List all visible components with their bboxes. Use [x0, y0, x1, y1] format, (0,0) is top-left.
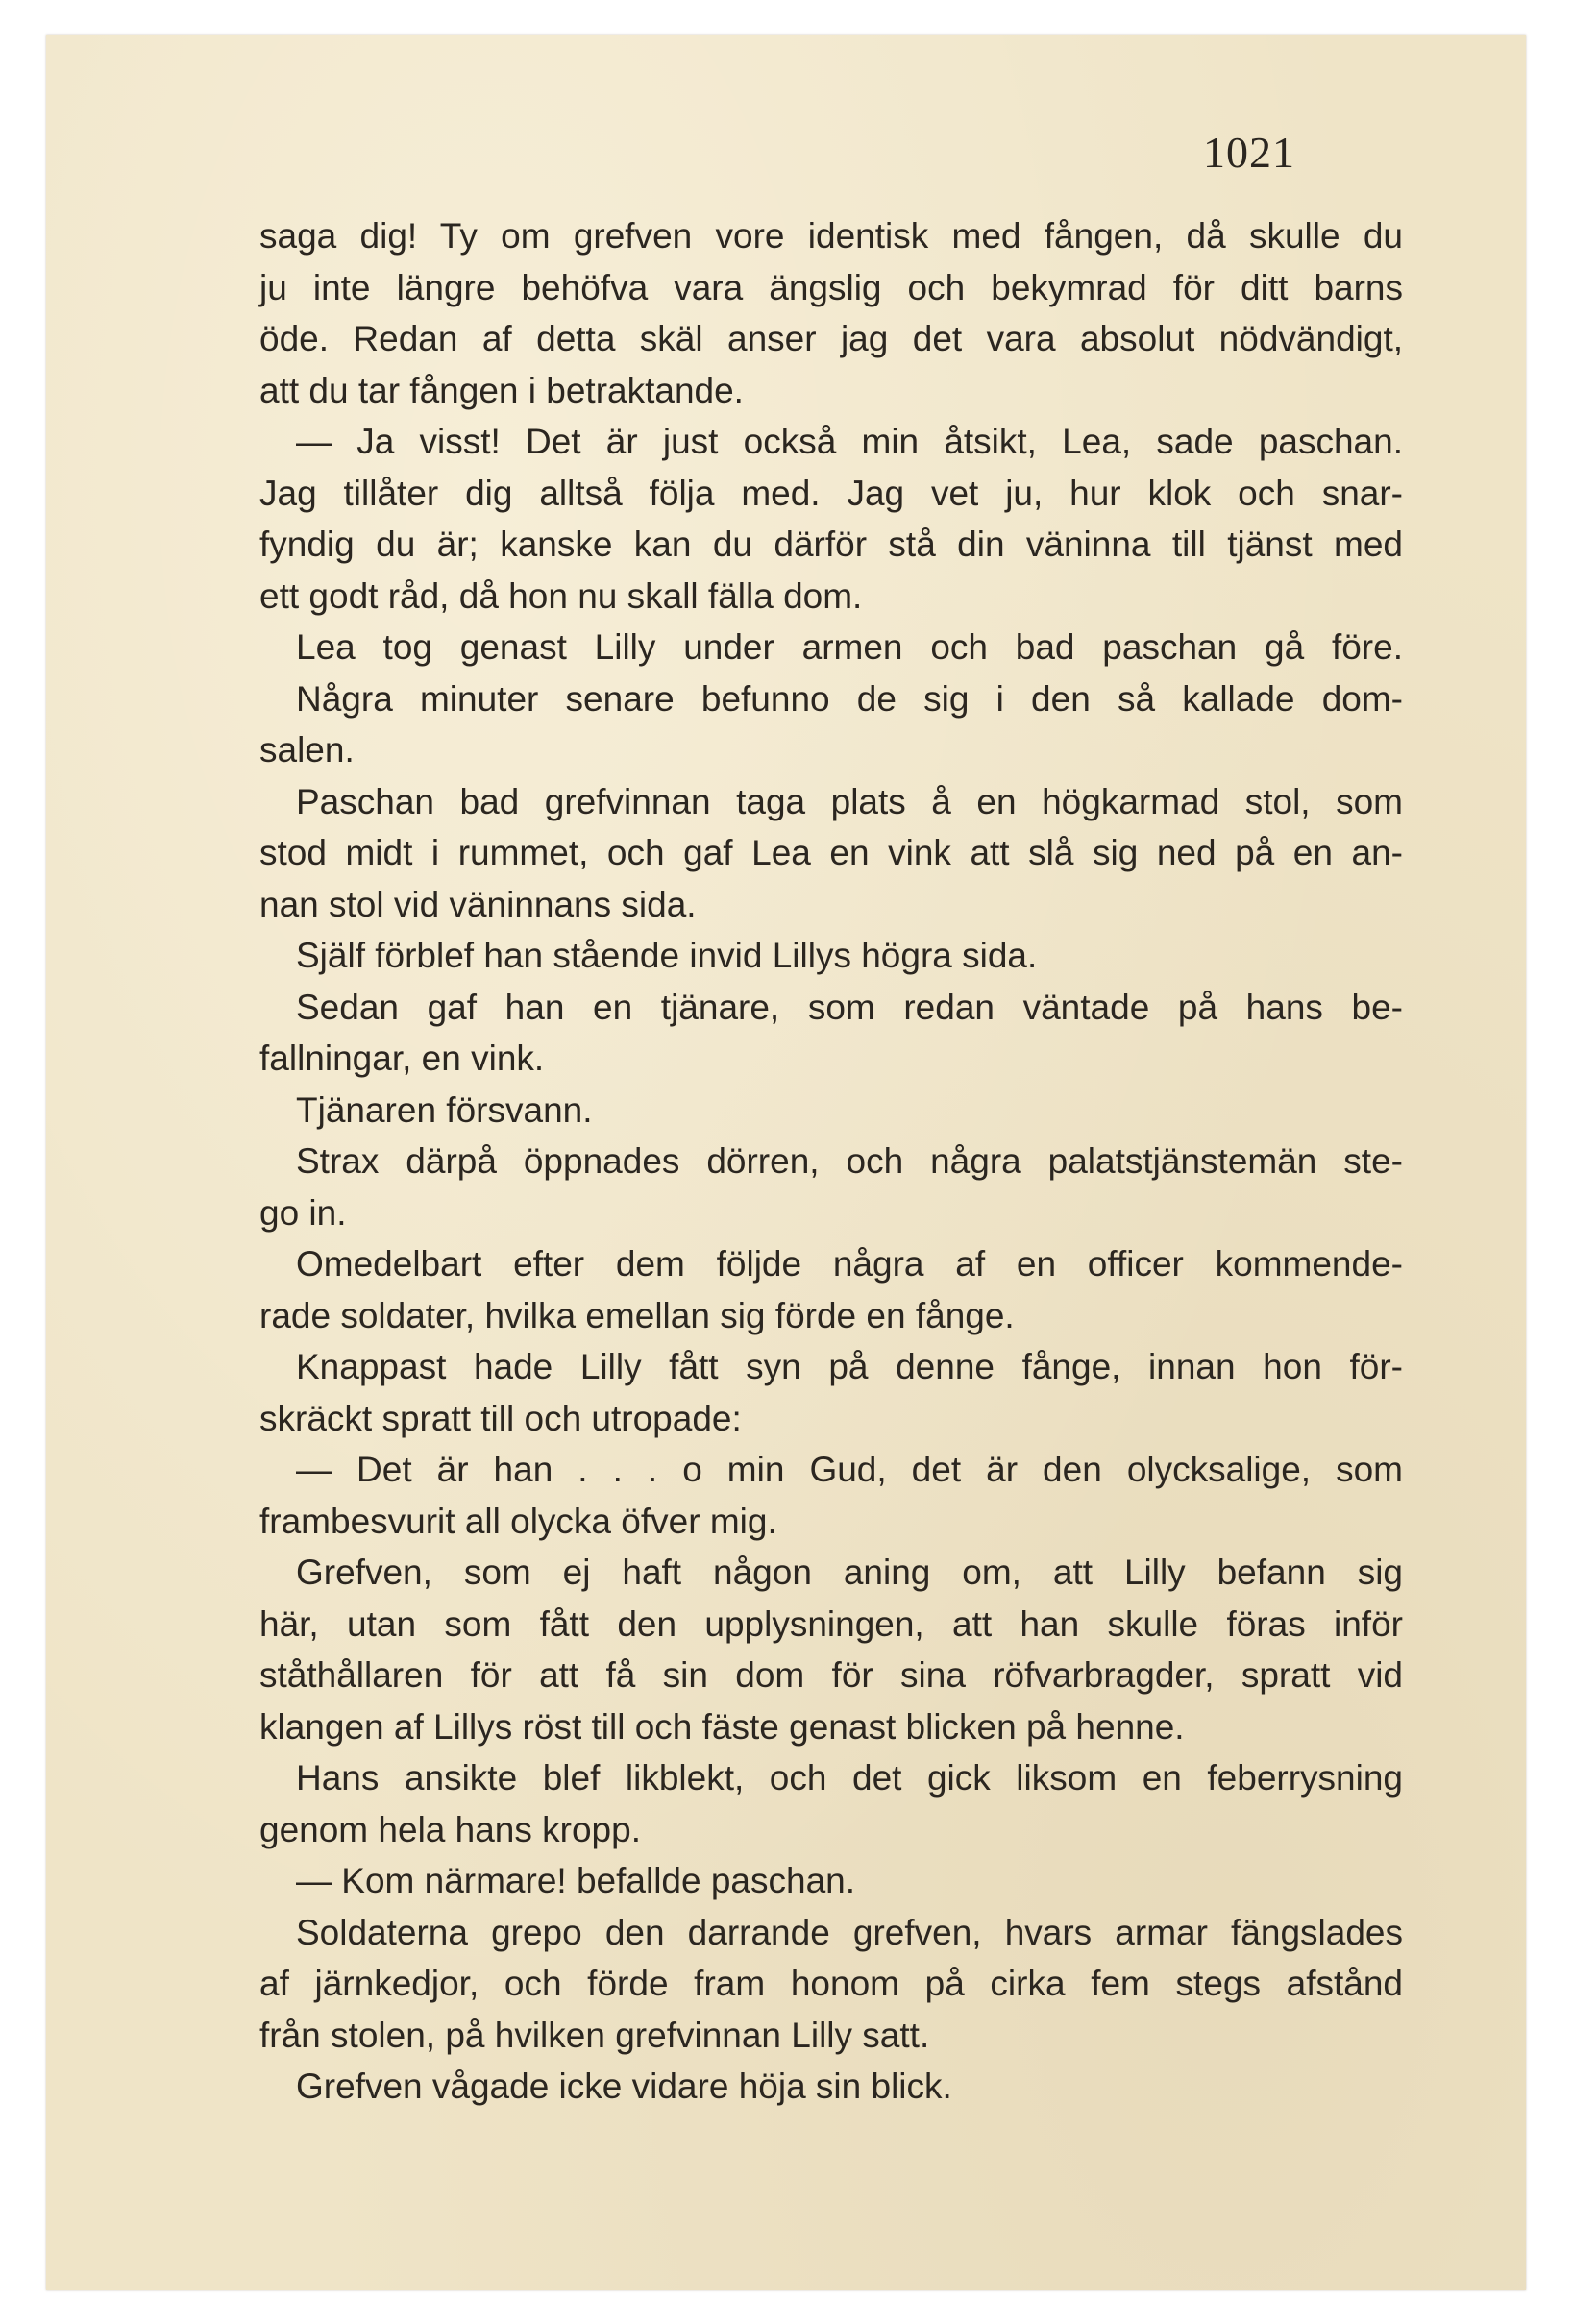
- text-line: Hans ansikte blef likblekt, och det gick liksom en feberrysning: [296, 1758, 1403, 1798]
- text-line: Några minuter senare befunno de sig i den så kallade dom-: [296, 678, 1403, 719]
- book-page: [46, 35, 1526, 2290]
- text-line: Knappast hade Lilly fått syn på denne fånge, innan hon för-: [296, 1347, 1403, 1386]
- text-line: Soldaterna grepo den darrande grefven, hvars armar fängslades: [296, 1912, 1403, 1952]
- text-line: — Kom närmare! befallde paschan.: [296, 1861, 856, 1900]
- text-line: att du tar fången i betraktande.: [259, 370, 744, 410]
- text-line: Grefven, som ej haft någon aning om, att Lilly befann sig: [296, 1553, 1403, 1592]
- text-line: ett godt råd, då hon nu skall fälla dom.: [259, 575, 863, 616]
- text-line: klangen af Lillys röst till och fäste genast blicken på henne.: [259, 1706, 1185, 1747]
- text-line: skräckt spratt till och utropade:: [259, 1398, 742, 1438]
- text-line: stod midt i rummet, och gaf Lea en vink att slå sig ned på en an-: [259, 833, 1403, 872]
- text-line: här, utan som fått den upplysningen, att han skulle föras inför: [259, 1603, 1403, 1644]
- text-line: från stolen, på hvilken grefvinnan Lilly satt.: [259, 2015, 930, 2055]
- text-line: ju inte längre behöfva vara ängslig och bekymrad för ditt barns: [259, 267, 1403, 307]
- text-line: Tjänaren försvann.: [296, 1089, 593, 1130]
- page-number: 1021: [1203, 128, 1295, 177]
- text-line: Jag tillåter dig alltså följa med. Jag vet ju, hur klok och snar-: [259, 473, 1403, 513]
- text-line: frambesvurit all olycka öfver mig.: [259, 1501, 777, 1541]
- text-line: Själf förblef han stående invid Lillys högra sida.: [296, 936, 1038, 975]
- body-text: [259, 210, 1403, 2113]
- text-line: — Ja visst! Det är just också min åtsikt, Lea, sade paschan.: [296, 422, 1403, 461]
- text-line: Grefven vågade icke vidare höja sin blick.: [296, 2067, 952, 2106]
- text-line: öde. Redan af detta skäl anser jag det vara absolut nödvändigt,: [259, 319, 1403, 358]
- text-line: nan stol vid väninnans sida.: [259, 884, 697, 924]
- text-line: Sedan gaf han en tjänare, som redan väntade på hans be-: [296, 987, 1403, 1027]
- text-line: fyndig du är; kanske kan du därför stå din väninna till tjänst med: [259, 525, 1403, 564]
- text-line: ståthållaren för att få sin dom för sina röfvarbragder, spratt vid: [259, 1655, 1403, 1695]
- text-line: salen.: [259, 730, 355, 770]
- text-line: go in.: [259, 1192, 347, 1233]
- text-line: — Det är han . . . o min Gud, det är den olycksalige, som: [296, 1450, 1403, 1489]
- text-line: fallningar, en vink.: [259, 1039, 545, 1078]
- text-line: af järnkedjor, och förde fram honom på cirka fem stegs afstånd: [259, 1964, 1403, 2003]
- text-line: genom hela hans kropp.: [259, 1809, 641, 1849]
- text-line: Omedelbart efter dem följde några af en officer kommende-: [296, 1244, 1403, 1284]
- text-line: Paschan bad grefvinnan taga plats å en högkarmad stol, som: [296, 781, 1403, 821]
- text-line: saga dig! Ty om grefven vore identisk med fången, då skulle du: [259, 216, 1403, 256]
- text-line: Lea tog genast Lilly under armen och bad paschan gå före.: [296, 627, 1403, 667]
- text-line: rade soldater, hvilka emellan sig förde en fånge.: [259, 1295, 1015, 1335]
- text-line: Strax därpå öppnades dörren, och några palatstjänstemän ste-: [296, 1141, 1403, 1181]
